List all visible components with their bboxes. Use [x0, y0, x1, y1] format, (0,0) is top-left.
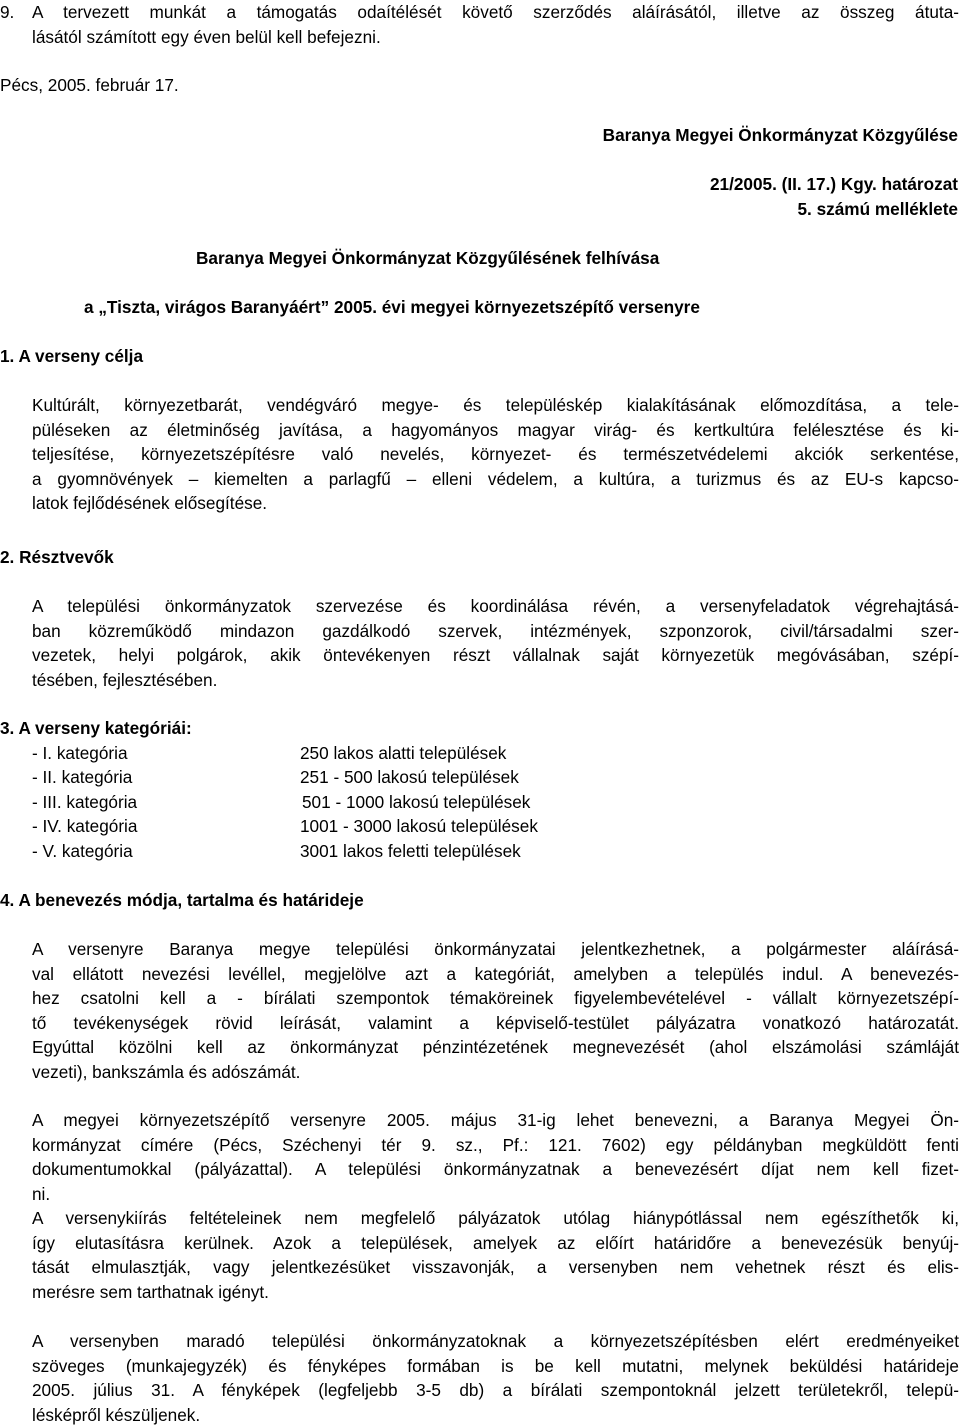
text-line: A versenykiírás feltételeinek nem megfelelő pályázatok utólag hiánypótlással nem egészíthetők ki,: [32, 1208, 959, 1228]
text-line: teljesítése, környezetszépítésre való nevelés, környezet- és természetvédelemi akciók serkentése,: [32, 444, 959, 464]
text-line: tésében, fejlesztésében.: [32, 669, 218, 690]
issuer: Baranya Megyei Önkormányzat Közgyűlése: [602, 125, 958, 145]
text-line: így elutasításra kerülnek. Azok a települések, amelyek az előírt határidőre a benevezésük benyúj-: [32, 1232, 959, 1253]
text-line: dokumentumokkal (pályázattal). A települési önkormányzatnak a benevezésért díjat nem kell fizet-: [32, 1159, 959, 1179]
section-1-paragraph: [32, 393, 959, 516]
item-9-paragraph: [32, 0, 959, 49]
text-line: vezetek, helyi polgárok, akik öntevékenyen részt vállalnak saját környezetük megóvásában, szépí-: [32, 645, 959, 665]
item-9-number: 9.: [0, 2, 15, 22]
category-name: - I. kategória: [32, 743, 128, 763]
category-name: - IV. kategória: [32, 816, 138, 836]
text-line: latok fejlődésének elősegítése.: [32, 493, 268, 513]
category-description: 251 - 500 lakosú települések: [300, 767, 519, 787]
category-name: - II. kategória: [32, 767, 133, 787]
section-2-paragraph: [32, 594, 959, 692]
resolution-number: 21/2005. (II. 17.) Kgy. határozat: [709, 174, 958, 194]
title-line-1: Baranya Megyei Önkormányzat Közgyűlésének felhívása: [196, 248, 660, 268]
category-description: 1001 - 3000 lakosú települések: [300, 816, 538, 836]
text-line: Egyúttal közölni kell az önkormányzat pénzintézetének megnevezését (ahol elszámolási számláját: [32, 1037, 959, 1057]
text-line: hez csatolni kell a - bírálati szempontok témaköreinek figyelembevételével - vállalt környezetszépí-: [32, 988, 959, 1008]
category-description: 3001 lakos feletti települések: [300, 841, 521, 861]
section-2-heading: 2. Résztvevők: [0, 547, 114, 567]
annex-label: 5. számú melléklete: [797, 199, 958, 219]
text-line: merésre sem tarthatnak igényt.: [32, 1281, 269, 1302]
category-description: 501 - 1000 lakosú települések: [302, 792, 531, 812]
place-date: Pécs, 2005. február 17.: [0, 75, 179, 95]
text-line: 2005. július 31. A fényképek (legfeljebb 3-5 db) a bírálati szempontoknál jelzett területekről, telepü-: [32, 1380, 959, 1400]
text-line: tását elmulasztják, vagy jelentkezésüket visszavonják, a versenyben nem vehetnek részt és elis-: [32, 1257, 959, 1277]
section-3-heading: 3. A verseny kategóriái:: [0, 718, 192, 738]
section-4-paragraph-3: [32, 1206, 959, 1304]
text-line: val ellátott nevezési levéllel, megjelölve azt a kategóriát, amelyben a település indul. A benevezés-: [32, 963, 959, 984]
text-line: A tervezett munkát a támogatás odaítélését követő szerződés aláírásától, illetve az összeg átuta-: [32, 2, 959, 22]
section-4-paragraph-4: [32, 1329, 959, 1427]
category-description: 250 lakos alatti települések: [300, 743, 507, 763]
text-line: tő tevékenységek rövid leírását, valamint a képviselő-testület pályázatra vonatkozó határozatát.: [32, 1012, 959, 1033]
section-4-paragraph-1: [32, 937, 959, 1084]
text-line: ban közreműködő mindazon gazdálkodó szervek, intézmények, szponzorok, civil/társadalmi szer-: [32, 620, 959, 641]
text-line: kormányzat címére (Pécs, Széchenyi tér 9. sz., Pf.: 121. 7602) egy példányban megküldött fenti: [32, 1134, 959, 1155]
section-1-heading: 1. A verseny célja: [0, 346, 144, 366]
text-line: lásától számított egy éven belül kell befejezni.: [32, 26, 381, 47]
text-line: ni.: [32, 1183, 51, 1204]
category-name: - V. kategória: [32, 841, 133, 861]
category-name: - III. kategória: [32, 792, 138, 812]
text-line: lésképről készüljenek.: [32, 1404, 201, 1425]
text-line: szöveges (munkajegyzék) és fényképes formában is be kell mutatni, melynek beküldési határideje: [32, 1355, 959, 1376]
text-line: A versenyben maradó települési önkormányzatoknak a környezetszépítésben elért eredményeiket: [32, 1331, 959, 1351]
text-line: a gyomnövények – kiemelten a parlagfű – elleni védelem, a kultúra, a turizmus és az EU-s kapcso-: [32, 468, 959, 489]
text-line: A megyei környezetszépítő versenyre 2005. május 31-ig lehet benevezni, a Baranya Megyei Ön-: [32, 1110, 959, 1130]
title-line-2: a „Tiszta, virágos Baranyáért” 2005. évi megyei környezetszépítő versenyre: [84, 297, 700, 317]
section-4-heading: 4. A benevezés módja, tartalma és határideje: [0, 890, 364, 910]
section-4-paragraph-2: [32, 1108, 959, 1206]
text-line: Kultúrált, környezetbarát, vendégváró megye- és településkép kialakításának előmozdítása, a tele-: [32, 395, 959, 415]
text-line: A települési önkormányzatok szervezése és koordinálása révén, a versenyfeladatok végrehajtásá-: [32, 596, 959, 616]
text-line: püléseken az életminőség javítása, a hagyományos magyar virág- és kertkultúra felélesztése és ki-: [32, 419, 959, 440]
text-line: A versenyre Baranya megye települési önkormányzatai jelentkezhetnek, a polgármester aláírásá-: [32, 939, 959, 959]
text-line: vezeti), bankszámla és adószámát.: [32, 1061, 301, 1082]
